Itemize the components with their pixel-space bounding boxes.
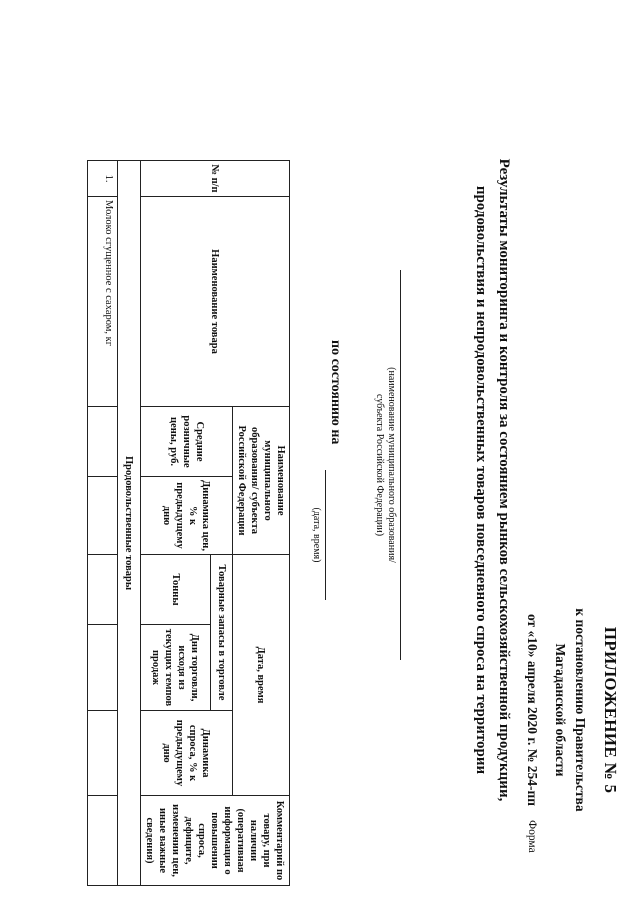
header-no: № п/п	[141, 161, 290, 197]
row-demand-dynamics-cell	[88, 711, 118, 796]
row-avg-price-cell	[88, 407, 118, 477]
as-of-label: по состоянию на	[328, 340, 343, 445]
document-title-line-2: продовольствия и непродовольственных товаров повседневного спроса на территории	[473, 185, 489, 775]
header-municipality-group: Наименование муниципального образования/ субъекта Российской Федерации	[233, 407, 290, 555]
document-title	[469, 80, 515, 880]
row-number: 1.	[88, 161, 118, 197]
header-price-dynamics: Динамика цен, % к предыдущему дню	[141, 477, 233, 555]
appendix-title: ПРИЛОЖЕНИЕ № 5	[601, 626, 620, 794]
document-title-line-1: Результаты мониторинга и контроля за состоянием рынков сельскохозяйственной продукции,	[496, 158, 512, 802]
municipality-blank-line	[400, 270, 401, 660]
header-tons: Тонны	[141, 555, 211, 625]
header-stock-group: Товарные запасы в торговле	[211, 555, 233, 711]
row-comment-cell	[88, 796, 118, 886]
municipality-caption-line-1: (наименование муниципального образования/	[386, 367, 397, 563]
table-row	[88, 161, 118, 886]
as-of-blank-line	[325, 470, 326, 600]
header-demand-dynamics: Динамика спроса, % к предыдущему дню	[141, 711, 233, 796]
header-product-name: Наименование товара	[141, 197, 290, 407]
appendix-line-3: от «10» апреля 2020 г. № 254-пп	[525, 613, 540, 807]
appendix-line-1: к постановлению Правительства	[573, 608, 588, 812]
monitoring-table	[87, 160, 290, 885]
row-trade-days-cell	[88, 625, 118, 711]
row-price-dynamics-cell	[88, 477, 118, 555]
row-tons-cell	[88, 555, 118, 625]
header-datetime-group: Дата, время	[233, 555, 290, 796]
municipality-caption	[373, 270, 397, 660]
header-comment: Комментарий по товару, при наличии (оперативная информация о повышении спроса, дефиците, изменении цен, иные важные сведения)	[141, 796, 290, 886]
header-trade-days: Дни торговли, исходя из текущих темпов продаж	[141, 625, 211, 711]
municipality-caption-line-2: субъекта Российской Федерации)	[374, 393, 385, 537]
as-of-caption: (дата, время)	[311, 507, 322, 563]
appendix-line-2: Магаданской области	[553, 643, 568, 777]
form-label: Форма	[526, 820, 538, 853]
section-food: Продовольственные товары	[118, 161, 141, 886]
row-product-name: Молоко сгущенное с сахаром, кг	[88, 197, 118, 407]
header-avg-price: Средние розничные цены, руб.	[141, 407, 233, 477]
